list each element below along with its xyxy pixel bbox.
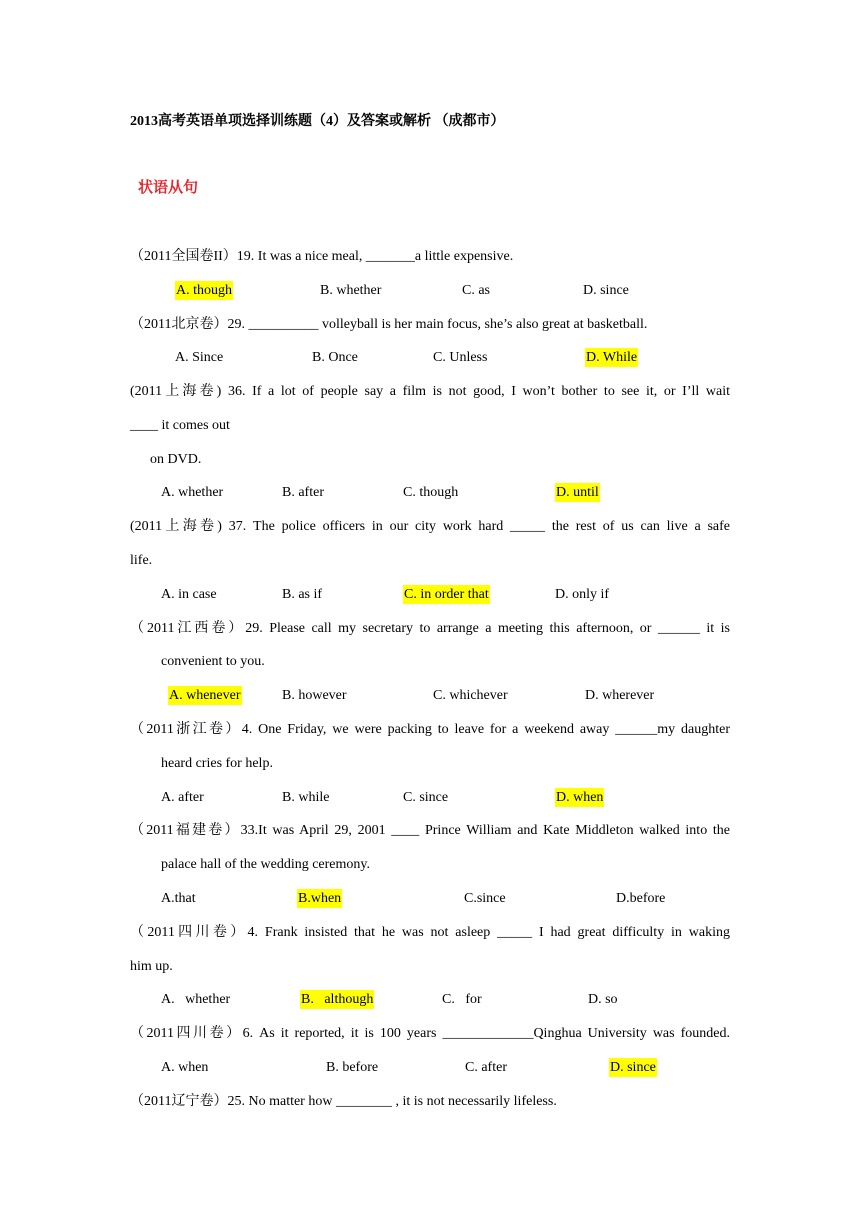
question-10-stem: （2011辽宁卷）25. No matter how ________ , it is not necessarily lifeless.	[130, 1094, 557, 1109]
section-heading: 状语从句	[138, 180, 199, 196]
question-7-stem-line2: palace hall of the wedding ceremony.	[161, 857, 371, 872]
question-9-option-d: D. since	[610, 1060, 656, 1075]
question-1-option-b: B. whether	[320, 283, 382, 298]
question-2-option-b: B. Once	[312, 350, 358, 365]
question-6-option-b: B. while	[282, 790, 330, 805]
question-7-option-c: C.since	[464, 891, 506, 906]
question-1-option-d: D. since	[583, 283, 629, 298]
question-6-stem-line2: heard cries for help.	[161, 756, 273, 771]
question-7-stem: （2011福建卷）33.It was April 29, 2001 ____ Prince William and Kate Middleton walked into the	[130, 823, 730, 838]
question-1-option-a: A. though	[176, 283, 232, 298]
question-2-option-d: D. While	[586, 350, 638, 365]
question-6-option-a: A. after	[161, 790, 204, 805]
question-9-option-c: C. after	[465, 1060, 507, 1075]
question-9-option-a: A. when	[161, 1060, 209, 1075]
question-8-option-d: D. so	[588, 992, 618, 1007]
question-8-option-c: C. for	[442, 992, 482, 1007]
question-4-stem-line2: life.	[130, 553, 153, 568]
question-8-stem-line2: him up.	[130, 959, 173, 974]
question-4-option-b: B. as if	[282, 587, 323, 602]
question-5-stem: （2011江西卷）29. Please call my secretary to arrange a meeting this afternoon, or ______ it is	[130, 621, 730, 636]
question-2-stem: （2011北京卷）29. __________ volleyball is her main focus, she’s also great at basketball.	[130, 317, 648, 332]
question-8-option-a: A. whether	[161, 992, 231, 1007]
question-5-option-d: D. wherever	[585, 688, 655, 703]
question-9-option-b: B. before	[326, 1060, 379, 1075]
question-7-option-a: A.that	[161, 891, 196, 906]
question-3-stem-line2: ____ it comes out	[130, 418, 230, 433]
question-5-option-b: B. however	[282, 688, 347, 703]
question-9-stem: （2011四川卷）6. As it reported, it is 100 years _____________Qinghua University was founded.	[130, 1026, 730, 1041]
question-6-option-d: D. when	[556, 790, 604, 805]
question-3-option-c: C. though	[403, 485, 459, 500]
question-5-option-a: A. whenever	[169, 688, 241, 703]
question-4-stem: (2011上海卷) 37. The police officers in our city work hard _____ the rest of us can live a safe	[130, 519, 730, 534]
question-1-option-c: C. as	[462, 283, 490, 298]
question-8-stem: （2011四川卷）4. Frank insisted that he was not asleep _____ I had great difficulty in waking	[130, 925, 730, 940]
question-3-stem-line3: on DVD.	[150, 452, 202, 467]
question-1-stem: （2011全国卷II）19. It was a nice meal, _______a little expensive.	[130, 249, 514, 264]
question-5-option-c: C. whichever	[433, 688, 508, 703]
question-6-stem: （2011浙江卷）4. One Friday, we were packing to leave for a weekend away ______my daughter	[130, 722, 730, 737]
question-7-option-b: B.when	[298, 891, 342, 906]
question-4-option-d: D. only if	[555, 587, 610, 602]
question-3-option-d: D. until	[556, 485, 599, 500]
question-8-option-b: B. although	[301, 992, 374, 1007]
question-3-stem: (2011上海卷) 36. If a lot of people say a film is not good, I won’t bother to see it, or I’ll wait	[130, 384, 730, 399]
question-7-option-d: D.before	[616, 891, 666, 906]
question-3-option-a: A. whether	[161, 485, 224, 500]
question-4-option-a: A. in case	[161, 587, 217, 602]
question-4-option-c: C. in order that	[404, 587, 489, 602]
question-2-option-a: A. Since	[175, 350, 224, 365]
question-6-option-c: C. since	[403, 790, 449, 805]
question-3-option-b: B. after	[282, 485, 324, 500]
question-5-stem-line2: convenient to you.	[161, 654, 265, 669]
question-2-option-c: C. Unless	[433, 350, 488, 365]
document-title: 2013高考英语单项选择训练题（4）及答案或解析 （成都市）	[130, 114, 505, 129]
